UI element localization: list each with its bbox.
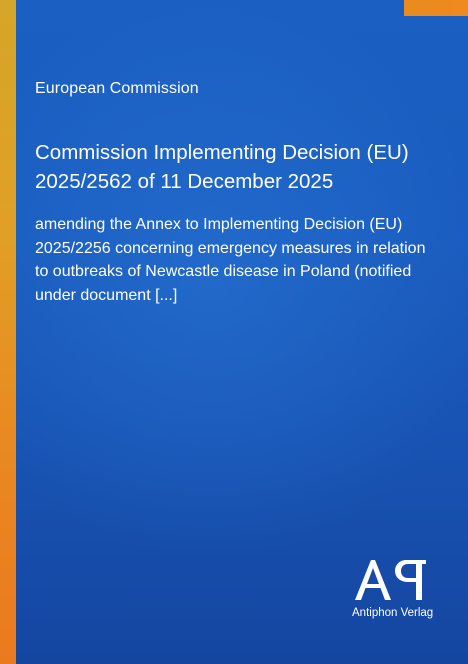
left-accent-stripe <box>0 0 16 664</box>
title-line: 2025/2562 of 11 December 2025 <box>35 170 334 193</box>
publisher-name: Antiphon Verlag <box>352 607 434 619</box>
title-line: Commission Implementing Decision (EU) <box>35 141 409 164</box>
author-name: European Commission <box>35 80 199 97</box>
subtitle-line: 2025/2256 concerning emergency measures in relation <box>35 239 426 257</box>
book-title <box>35 138 445 196</box>
top-right-accent-stripe <box>404 0 468 16</box>
publisher-block <box>352 556 438 619</box>
subtitle-line: to outbreaks of Newcastle disease in Poland (notified <box>35 263 412 280</box>
publisher-logo <box>352 556 432 604</box>
subtitle-line: amending the Annex to Implementing Decision (EU) <box>35 216 403 233</box>
subtitle-line: under document [...] <box>35 286 178 304</box>
book-subtitle <box>35 213 455 307</box>
